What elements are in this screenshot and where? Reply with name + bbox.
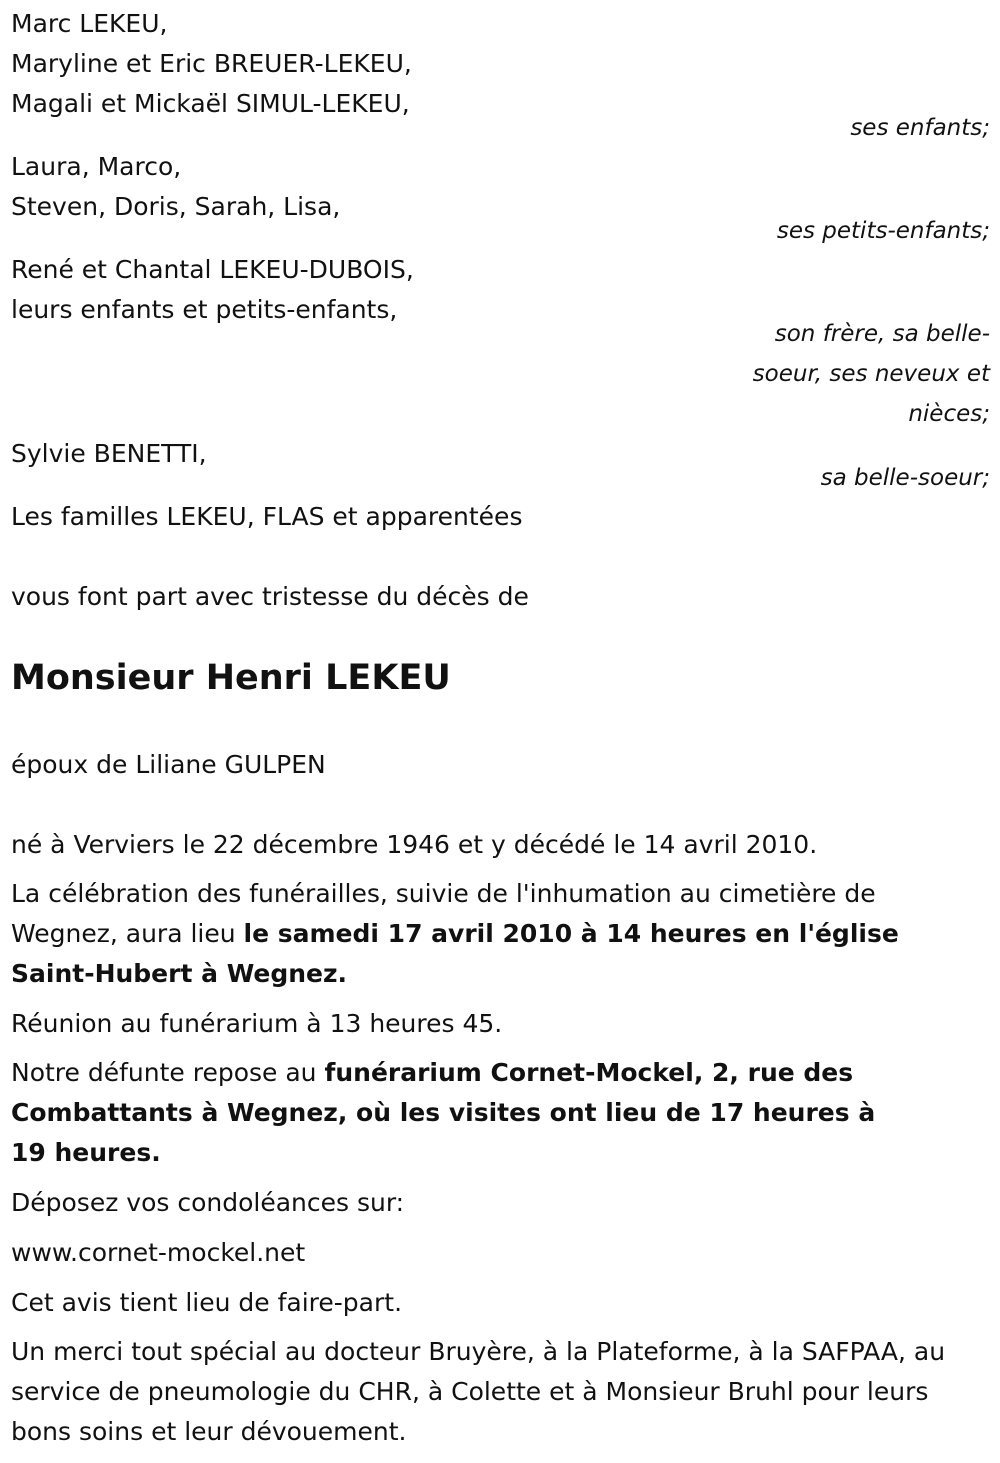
siblings-relation-1: son frère, sa belle- (774, 321, 990, 347)
birth-death: né à Verviers le 22 décembre 1946 et y décédé le 14 avril 2010. (11, 830, 818, 859)
spouse: époux de Liliane GULPEN (11, 750, 326, 779)
grandchildren-1: Laura, Marco, (11, 152, 182, 181)
siblings-relation-2: soeur, ses neveux et (752, 361, 990, 387)
sister-in-law: Sylvie BENETTI, (11, 439, 207, 468)
repose-paragraph (11, 1053, 911, 1173)
notice: Cet avis tient lieu de faire-part. (11, 1288, 403, 1317)
repose-location: funérarium Cornet-Mockel, 2, rue des Combattants à Wegnez, où les visites ont lieu de 17 heures à 19 heures. (11, 1058, 876, 1167)
child-2: Maryline et Eric BREUER-LEKEU, (11, 49, 412, 78)
siblings-relation-3: nièces; (908, 401, 990, 427)
siblings-2: leurs enfants et petits-enfants, (11, 295, 398, 324)
ceremony-paragraph (11, 874, 986, 994)
meeting: Réunion au funérarium à 13 heures 45. (11, 1009, 503, 1038)
ceremony-date-place: le samedi 17 avril 2010 à 14 heures en l'église Saint-Hubert à Wegnez. (11, 919, 899, 988)
deceased-name: Monsieur Henri LEKEU (11, 658, 451, 698)
website-link[interactable]: www.cornet-mockel.net (11, 1238, 306, 1267)
grandchildren-2: Steven, Doris, Sarah, Lisa, (11, 192, 341, 221)
thanks: Un merci tout spécial au docteur Bruyère, à la Plateforme, à la SAFPAA, au service de pneumologie du CHR, à Colette et à Monsieur Bruhl pour leurs bons soins et leur dévouement. (11, 1337, 946, 1446)
children-relation: ses enfants; (850, 115, 990, 141)
sister-in-law-relation: sa belle-soeur; (820, 465, 990, 491)
repose-text: Notre défunte repose au (11, 1058, 325, 1087)
condolences-label: Déposez vos condoléances sur: (11, 1188, 405, 1217)
families: Les familles LEKEU, FLAS et apparentées (11, 502, 523, 531)
ceremony-text: La célébration des funérailles, suivie de l'inhumation au cimetière de Wegnez, aura lieu (11, 879, 876, 948)
siblings-1: René et Chantal LEKEU-DUBOIS, (11, 255, 414, 284)
grandchildren-relation: ses petits-enfants; (776, 218, 990, 244)
child-1: Marc LEKEU, (11, 9, 168, 38)
child-3: Magali et Mickaël SIMUL-LEKEU, (11, 89, 410, 118)
announcement: vous font part avec tristesse du décès de (11, 582, 529, 611)
